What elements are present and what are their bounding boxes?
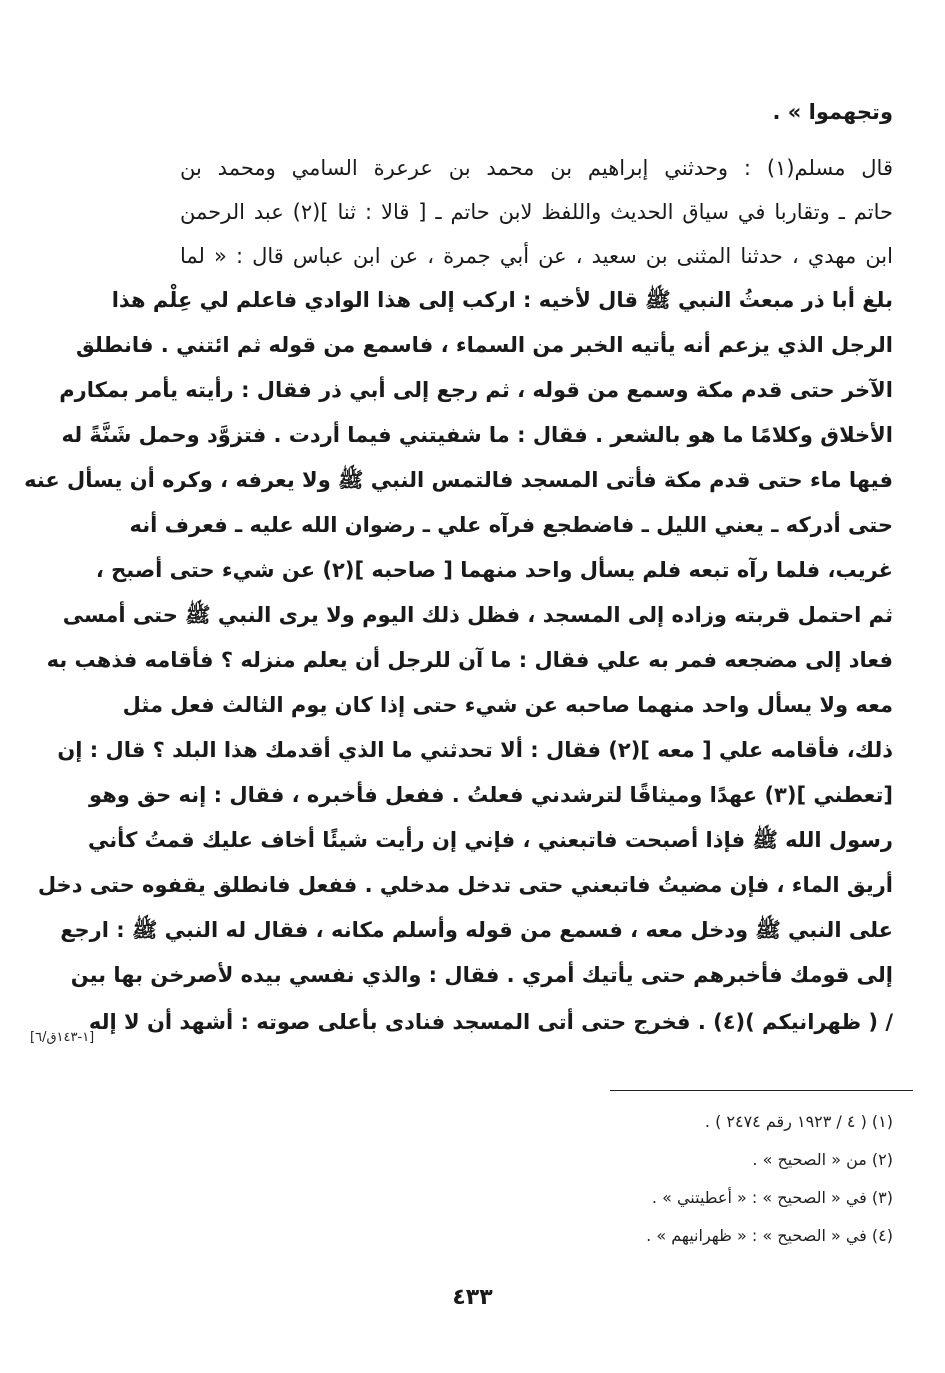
text-line-6: الرجل الذي يزعم أنه يأتيه الخبر من السماء ، فاسمع من قوله ثم ائتني . فانطلق — [75, 333, 893, 357]
footnote-1: (١) ( ٤ / ١٩٢٣ رقم ٢٤٧٤ ) . — [704, 1112, 893, 1131]
text-line-3: حاتم ـ وتقاربا في سياق الحديث واللفظ لابن حاتم ـ [ قالا : ثنا ](٢) عبد الرحمن — [180, 200, 893, 224]
text-line-17: رسول الله ﷺ فإذا أصبحت فاتبعني ، فإني إن رأيت شيئًا أخاف عليك قمتُ كأني — [88, 828, 893, 852]
text-line-9: فيها ماء حتى قدم مكة فأتى المسجد فالتمس النبي ﷺ ولا يعرفه ، وكره أن يسأل عنه — [24, 468, 893, 492]
text-line-20: إلى قومك فأخبرهم حتى يأتيك أمري . فقال : والذي نفسي بيده لأصرخن بها بين — [70, 963, 893, 987]
text-line-16: [تعطني ](٣) عهدًا وميثاقًا لترشدني فعلتُ . ففعل فأخبره ، فقال : إنه حق وهو — [89, 783, 893, 807]
text-line-8: الأخلاق وكلامًا ما هو بالشعر . فقال : ما شفيتني فيما أردت . فتزوَّد وحمل شَنَّةً له — [61, 423, 893, 447]
footnote-separator — [610, 1090, 913, 1091]
text-line-1: وتجهموا » . — [772, 100, 893, 124]
manuscript-folio-note: [١-١٤٣ق/٦] — [30, 1030, 95, 1045]
footnote-2: (٢) من « الصحيح » . — [752, 1150, 893, 1169]
text-line-14: معه ولا يسأل واحد منهما صاحبه عن شيء حتى إذا كان يوم الثالث فعل مثل — [122, 693, 893, 717]
footnote-4: (٤) في « الصحيح » : « ظهرانيهم » . — [646, 1226, 893, 1245]
text-line-13: فعاد إلى مضجعه فمر به علي فقال : ما آن للرجل أن يعلم منزله ؟ فأقامه فذهب به — [46, 648, 893, 672]
text-line-2: قال مسلم(١) : وحدثني إبراهيم بن محمد بن عرعرة السامي ومحمد بن — [180, 156, 893, 180]
footnote-3: (٣) في « الصحيح » : « أعطيتني » . — [651, 1188, 893, 1207]
text-line-19: على النبي ﷺ ودخل معه ، فسمع من قوله وأسلم مكانه ، فقال له النبي ﷺ : ارجع — [60, 918, 893, 942]
text-line-10: حتى أدركه ـ يعني الليل ـ فاضطجع فرآه علي ـ رضوان الله عليه ـ فعرف أنه — [129, 513, 893, 537]
text-line-15: ذلك، فأقامه علي [ معه ](٢) فقال : ألا تحدثني ما الذي أقدمك هذا البلد ؟ قال : إن — [57, 738, 893, 762]
text-line-7: الآخر حتى قدم مكة وسمع من قوله ، ثم رجع إلى أبي ذر فقال : رأيته يأمر بمكارم — [59, 378, 893, 402]
page-number: ٤٣٣ — [452, 1285, 493, 1310]
text-line-21: / ( ظهرانيكم )(٤) . فخرج حتى أتى المسجد فنادى بأعلى صوته : أشهد أن لا إله — [88, 1010, 893, 1034]
text-line-4: ابن مهدي ، حدثنا المثنى بن سعيد ، عن أبي جمرة ، عن ابن عباس قال : « لما — [180, 244, 893, 268]
text-line-5: بلغ أبا ذر مبعثُ النبي ﷺ قال لأخيه : اركب إلى هذا الوادي فاعلم لي عِلْم هذا — [111, 288, 893, 312]
text-line-18: أريق الماء ، فإن مضيتُ فاتبعني حتى تدخل مدخلي . ففعل فانطلق يقفوه حتى دخل — [37, 873, 893, 897]
text-line-11: غريب، فلما رآه تبعه فلم يسأل واحد منهما [ صاحبه ](٢) عن شيء حتى أصبح ، — [95, 558, 893, 582]
text-line-12: ثم احتمل قربته وزاده إلى المسجد ، فظل ذلك اليوم ولا يرى النبي ﷺ حتى أمسى — [62, 603, 893, 627]
